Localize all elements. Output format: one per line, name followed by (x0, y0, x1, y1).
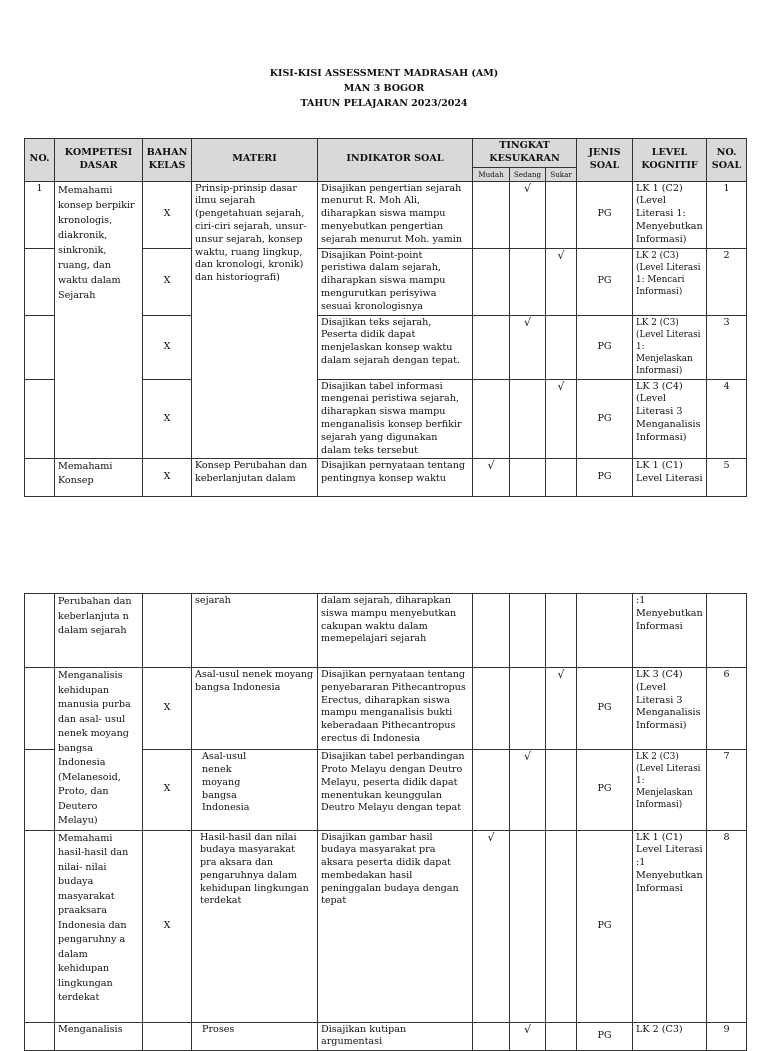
cell-sedang: √ (510, 1022, 546, 1051)
cell-no-soal: 6 (707, 668, 747, 750)
kisi-kisi-table-page-1 (24, 138, 747, 497)
cell-bahan-kelas (143, 594, 192, 668)
cell-sedang: √ (510, 181, 546, 248)
cell-materi: Asal-usul nenek moyang bangsa Indonesia (192, 750, 318, 830)
col-header-kompetensi-dasar: KOMPETESI DASAR (55, 139, 143, 182)
cell-sedang (510, 459, 546, 497)
table-row (25, 594, 747, 668)
cell-mudah: √ (473, 459, 510, 497)
cell-level-kognitif: LK 3 (C4) (Level Literasi 3 Menganalisis Informasi) (633, 668, 707, 750)
cell-no (25, 379, 55, 459)
cell-indikator: Disajikan tabel perbandingan Proto Melayu dengan Deutro Melayu, peserta didik dapat menentukan keunggulan Deutro Melayu dengan tepat (318, 750, 473, 830)
cell-indikator: dalam sejarah, diharapkan siswa mampu menyebutkan cakupan waktu dalam memepelajari sejarah (318, 594, 473, 668)
col-header-tingkat-kesukaran: TINGKAT KESUKARAN (473, 139, 577, 168)
cell-kompetensi-dasar: Menganalisis kehidupan manusia purba dan asal- usul nenek moyang bangsa Indonesia (Melanesoid, Proto, dan Deutero Melayu) (55, 668, 143, 831)
col-header-bahan-kelas: BAHAN KELAS (143, 139, 192, 182)
cell-no-soal (707, 594, 747, 668)
cell-no: 1 (25, 181, 55, 248)
doc-title-line-3: TAHUN PELAJARAN 2023/2024 (300, 98, 468, 109)
cell-no (25, 668, 55, 750)
table-row (25, 181, 747, 248)
cell-jenis-soal: PG (577, 248, 633, 315)
cell-bahan-kelas: X (143, 248, 192, 315)
cell-no-soal: 5 (707, 459, 747, 497)
cell-bahan-kelas: X (143, 750, 192, 830)
cell-no-soal: 2 (707, 248, 747, 315)
cell-no (25, 1022, 55, 1051)
cell-indikator: Disajikan kutipan argumentasi (318, 1022, 473, 1051)
col-header-sukar: Sukar (546, 167, 577, 181)
cell-no-soal: 8 (707, 830, 747, 1022)
cell-mudah (473, 1022, 510, 1051)
cell-indikator: Disajikan tabel informasi mengenai peristiwa sejarah, diharapkan siswa mampu menganalisis konsep berfikir sejarah yang digunakan dalam teks tersebut (318, 379, 473, 459)
cell-sedang: √ (510, 315, 546, 379)
cell-bahan-kelas: X (143, 668, 192, 750)
cell-jenis-soal: PG (577, 459, 633, 497)
cell-mudah (473, 315, 510, 379)
cell-bahan-kelas: X (143, 830, 192, 1022)
cell-sedang (510, 594, 546, 668)
cell-kompetensi-dasar: Memahami hasil-hasil dan nilai- nilai budaya masyarakat praaksara Indonesia dan pengaruhny a dalam kehidupan lingkungan terdekat (55, 830, 143, 1022)
cell-materi: Prinsip-prinsip dasar ilmu sejarah (pengetahuan sejarah, ciri-ciri sejarah, unsur-unsur sejarah, konsep waktu, ruang lingkup, dan kronologi, kronik) dan historiografi) (192, 181, 318, 459)
cell-no (25, 594, 55, 668)
cell-kompetensi-dasar: Memahami konsep berpikir kronologis, diakronik, sinkronik, ruang, dan waktu dalam Sejarah (55, 181, 143, 459)
cell-level-kognitif: LK 1 (C2) (Level Literasi 1: Menyebutkan Informasi) (633, 181, 707, 248)
cell-level-kognitif: LK 2 (C3) (Level Literasi 1: Mencari Informasi) (633, 248, 707, 315)
cell-sedang (510, 248, 546, 315)
cell-materi: Konsep Perubahan dan keberlanjutan dalam (192, 459, 318, 497)
cell-bahan-kelas: X (143, 181, 192, 248)
cell-sedang (510, 830, 546, 1022)
cell-sukar (546, 459, 577, 497)
cell-level-kognitif: LK 1 (C1) Level Literasi (633, 459, 707, 497)
cell-jenis-soal: PG (577, 750, 633, 830)
cell-no (25, 830, 55, 1022)
cell-sukar: √ (546, 248, 577, 315)
cell-sedang (510, 379, 546, 459)
cell-level-kognitif: :1 Menyebutkan Informasi (633, 594, 707, 668)
col-header-sedang: Sedang (510, 167, 546, 181)
cell-kompetensi-dasar: Menganalisis (55, 1022, 143, 1051)
table-row (25, 459, 747, 497)
cell-no (25, 315, 55, 379)
cell-sukar (546, 315, 577, 379)
table-row (25, 1022, 747, 1051)
cell-sukar: √ (546, 668, 577, 750)
table-row (25, 830, 747, 1022)
cell-indikator: Disajikan gambar hasil budaya masyarakat pra aksara peserta didik dapat membedakan hasil peninggalan budaya dengan tepat (318, 830, 473, 1022)
cell-no (25, 750, 55, 830)
cell-level-kognitif: LK 3 (C4) (Level Literasi 3 Menganalisis Informasi) (633, 379, 707, 459)
cell-jenis-soal: PG (577, 1022, 633, 1051)
col-header-jenis-soal: JENIS SOAL (577, 139, 633, 182)
cell-mudah (473, 181, 510, 248)
cell-mudah: √ (473, 830, 510, 1022)
col-header-no: NO. (25, 139, 55, 182)
cell-bahan-kelas: X (143, 315, 192, 379)
col-header-no-soal: NO. SOAL (707, 139, 747, 182)
cell-no (25, 459, 55, 497)
col-header-indikator-soal: INDIKATOR SOAL (318, 139, 473, 182)
cell-bahan-kelas: X (143, 459, 192, 497)
cell-sedang (510, 668, 546, 750)
cell-indikator: Disajikan Point-point peristiwa dalam sejarah, diharapkan siswa mampu mengurutkan perisyiwa sesuai kronologisnya (318, 248, 473, 315)
col-header-mudah: Mudah (473, 167, 510, 181)
cell-kompetensi-dasar: Memahami Konsep (55, 459, 143, 497)
cell-no-soal: 9 (707, 1022, 747, 1051)
col-header-level-kognitif: LEVEL KOGNITIF (633, 139, 707, 182)
cell-bahan-kelas: X (143, 379, 192, 459)
cell-sukar (546, 750, 577, 830)
table-row (25, 668, 747, 750)
cell-sukar (546, 594, 577, 668)
cell-mudah (473, 594, 510, 668)
cell-level-kognitif: LK 2 (C3) (633, 1022, 707, 1051)
cell-sukar (546, 830, 577, 1022)
kisi-kisi-table-page-2 (24, 593, 747, 1051)
cell-no-soal: 1 (707, 181, 747, 248)
cell-jenis-soal: PG (577, 315, 633, 379)
cell-mudah (473, 379, 510, 459)
cell-sedang: √ (510, 750, 546, 830)
doc-title-line-2: MAN 3 BOGOR (343, 83, 425, 94)
cell-materi: Hasil-hasil dan nilai budaya masyarakat pra aksara dan pengaruhnya dalam kehidupan lingkungan terdekat (192, 830, 318, 1022)
cell-mudah (473, 668, 510, 750)
cell-no-soal: 7 (707, 750, 747, 830)
cell-sukar (546, 181, 577, 248)
cell-materi: sejarah (192, 594, 318, 668)
cell-level-kognitif: LK 2 (C3) (Level Literasi 1: Menjelaskan Informasi) (633, 750, 707, 830)
cell-indikator: Disajikan pernyataan tentang penyebararan Pithecantropus Erectus, diharapkan siswa mampu menganalisis bukti keberadaan Pithecantropus erectus di Indonesia (318, 668, 473, 750)
cell-materi: Asal-usul nenek moyang bangsa Indonesia (192, 668, 318, 750)
cell-mudah (473, 750, 510, 830)
cell-sukar (546, 1022, 577, 1051)
col-header-materi: MATERI (192, 139, 318, 182)
cell-jenis-soal: PG (577, 181, 633, 248)
cell-no (25, 248, 55, 315)
cell-jenis-soal: PG (577, 379, 633, 459)
cell-bahan-kelas (143, 1022, 192, 1051)
cell-indikator: Disajikan pengertian sejarah menurut R. Moh Ali, diharapkan siswa mampu menyebutkan pengertian sejarah menurut Moh. yamin (318, 181, 473, 248)
doc-title-line-1: KISI-KISI ASSESSMENT MADRASAH (AM) (269, 68, 499, 79)
cell-jenis-soal (577, 594, 633, 668)
cell-kompetensi-dasar: Perubahan dan keberlanjuta n dalam sejarah (55, 594, 143, 668)
cell-level-kognitif: LK 2 (C3) (Level Literasi 1: Menjelaskan Informasi) (633, 315, 707, 379)
cell-mudah (473, 248, 510, 315)
cell-sukar: √ (546, 379, 577, 459)
cell-indikator: Disajikan pernyataan tentang pentingnya konsep waktu (318, 459, 473, 497)
cell-no-soal: 4 (707, 379, 747, 459)
cell-no-soal: 3 (707, 315, 747, 379)
cell-materi: Proses (192, 1022, 318, 1051)
cell-jenis-soal: PG (577, 830, 633, 1022)
cell-level-kognitif: LK 1 (C1) Level Literasi :1 Menyebutkan Informasi (633, 830, 707, 1022)
cell-indikator: Disajikan teks sejarah, Peserta didik dapat menjelaskan konsep waktu dalam sejarah dengan tepat. (318, 315, 473, 379)
cell-jenis-soal: PG (577, 668, 633, 750)
